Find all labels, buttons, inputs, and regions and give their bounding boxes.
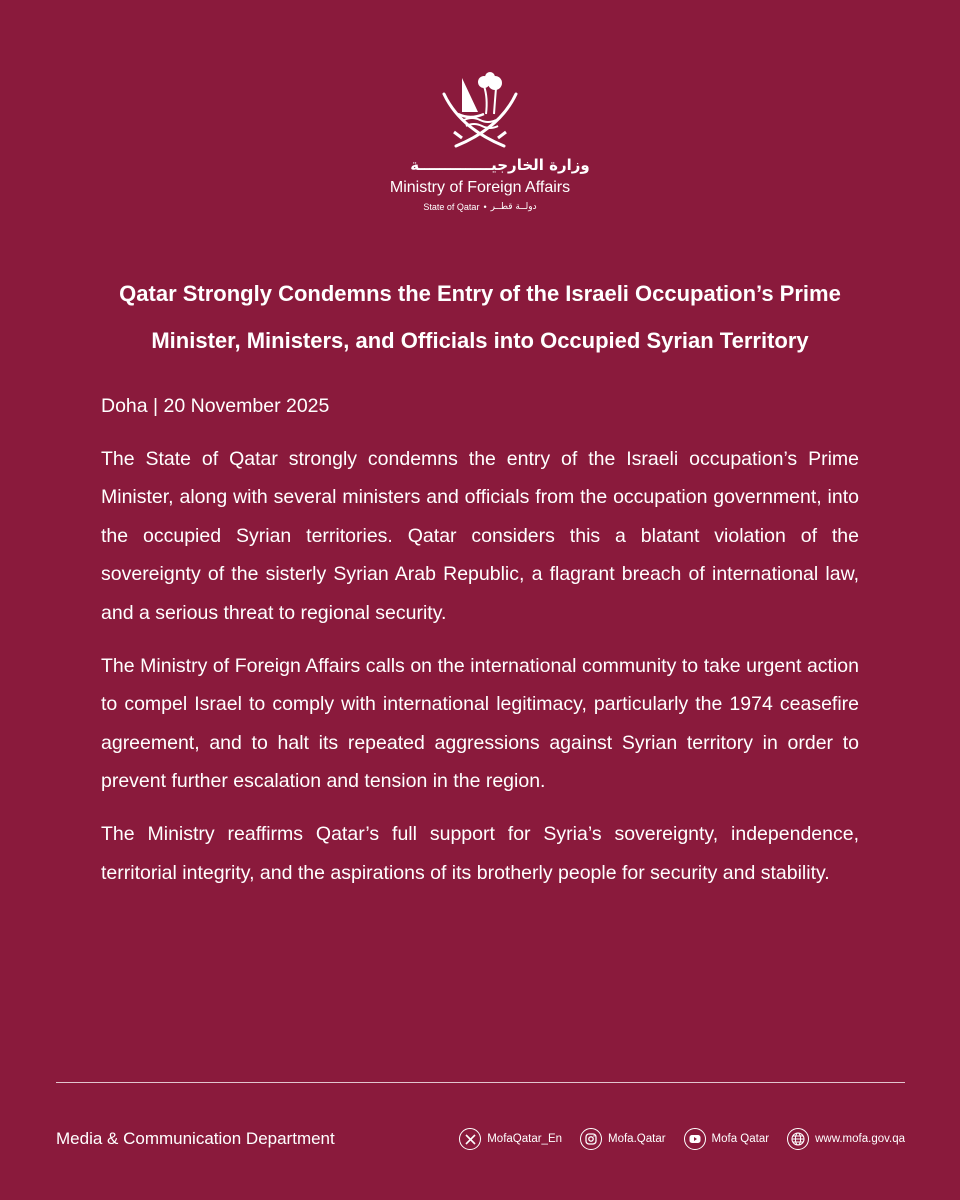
statement-headline	[80, 270, 880, 364]
paragraph-3: The Ministry reaffirms Qatar’s full support for Syria’s sovereignty, independence, territorial integrity, and the aspirations of its brotherly people for security and stability.	[101, 822, 859, 884]
footer-divider	[56, 1082, 905, 1083]
social-link-x[interactable]	[459, 1128, 562, 1150]
globe-icon	[787, 1128, 809, 1150]
youtube-icon	[684, 1128, 706, 1150]
state-arabic: دولــة قطــر	[490, 202, 537, 212]
social-label-instagram: Mofa.Qatar	[608, 1133, 666, 1145]
dateline: Doha | 20 November 2025	[101, 395, 330, 417]
social-link-youtube[interactable]	[684, 1128, 770, 1150]
statement-body	[101, 387, 859, 906]
department-name: Media & Communication Department	[56, 1129, 335, 1148]
social-label-website: www.mofa.gov.qa	[815, 1133, 905, 1145]
paragraph-1: The State of Qatar strongly condemns the entry of the Israeli occupation’s Prime Minister, along with several ministers and officials from the occupation government, into the occupied Syrian territories. Qatar considers this a blatant violation of the sovereignty of the sisterly Syrian Arab Republic, a flagrant breach of international law, and a serious threat to regional security.	[101, 447, 859, 624]
social-link-instagram[interactable]	[580, 1128, 666, 1150]
state-english: State of Qatar	[423, 202, 480, 212]
social-label-youtube: Mofa Qatar	[711, 1133, 770, 1145]
state-separator-dot: •	[483, 202, 487, 212]
qatar-emblem-icon	[440, 68, 520, 150]
ministry-arabic-name: وزارة الخارجيــــــــــــــة	[410, 156, 590, 174]
state-line	[423, 201, 536, 213]
social-link-website[interactable]	[787, 1128, 905, 1150]
instagram-icon	[580, 1128, 602, 1150]
ministry-english-name: Ministry of Foreign Affairs	[389, 179, 571, 196]
headline-line-1: Qatar Strongly Condemns the Entry of the Israeli Occupation’s Prime	[119, 281, 841, 306]
footer	[56, 1124, 905, 1154]
ministry-logo	[0, 68, 960, 213]
paragraph-2: The Ministry of Foreign Affairs calls on the international community to take urgent action to compel Israel to comply with international legitimacy, particularly the 1974 ceasefire agreement, and to halt its repeated aggressions against Syrian territory in order to prevent further escalation and tension in the region.	[101, 654, 859, 793]
social-label-x: MofaQatar_En	[487, 1133, 563, 1145]
x-icon	[459, 1128, 481, 1150]
headline-line-2: Minister, Ministers, and Officials into Occupied Syrian Territory	[151, 328, 809, 353]
social-links	[459, 1128, 905, 1150]
